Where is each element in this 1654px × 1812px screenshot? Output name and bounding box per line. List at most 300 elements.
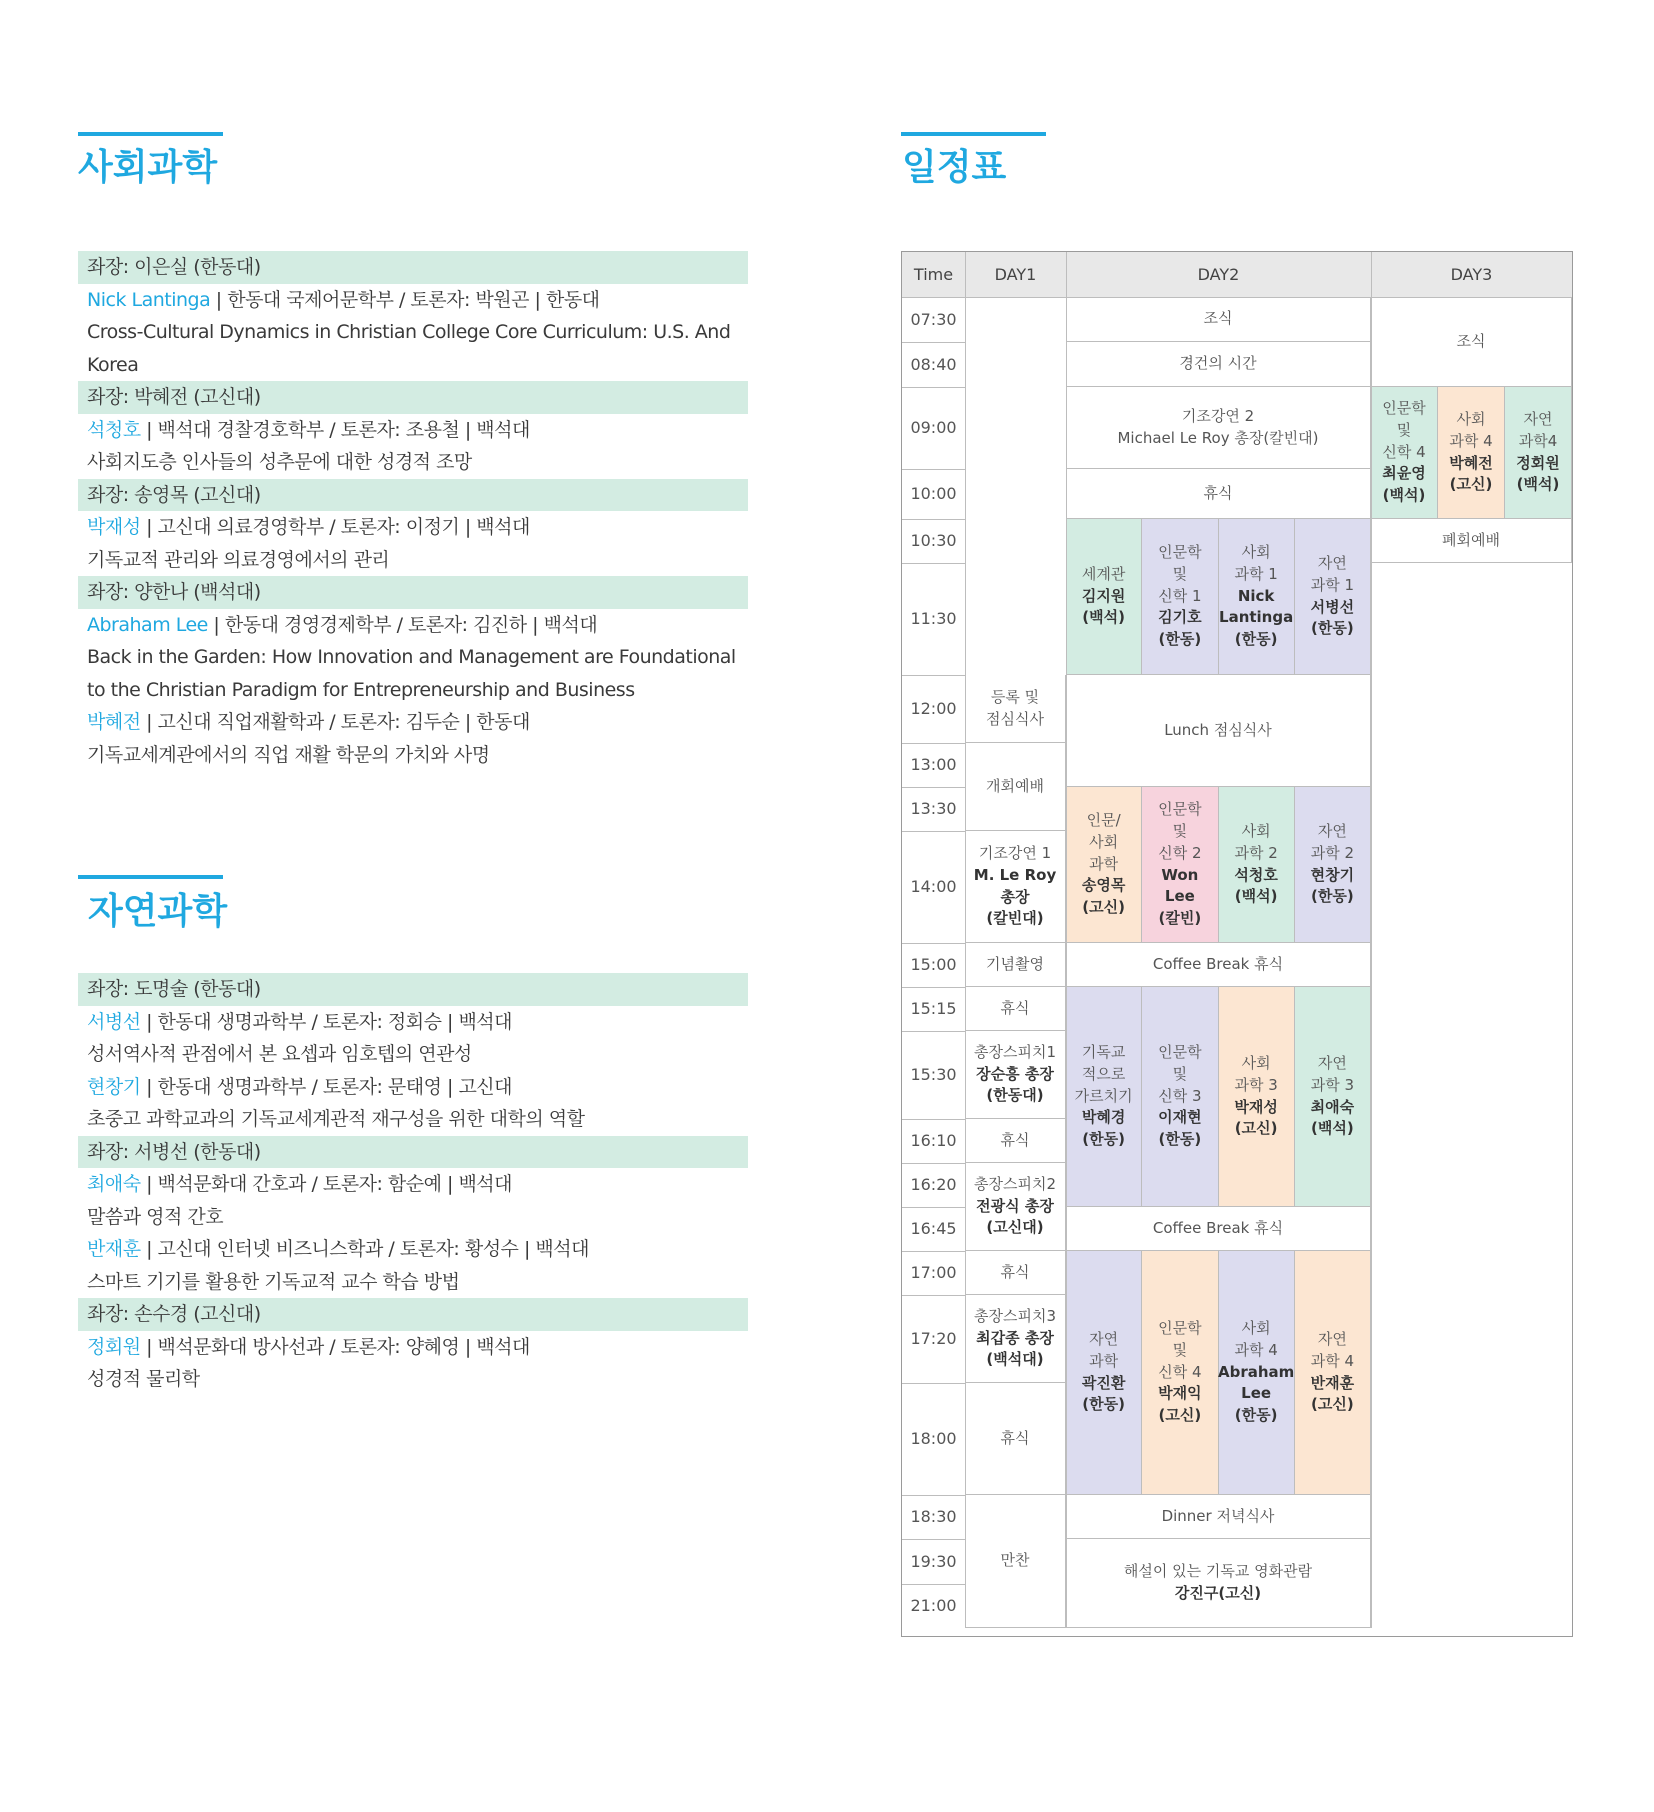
speaker-affiliation: | 한동대 생명과학부 / 토론자: 정회승 | 백석대 [140,1010,513,1033]
schedule-event [1371,519,1572,563]
event-line: Coffee Break 휴식 [1152,1218,1284,1237]
chair-line: 좌장: 손수경 (고신대) [78,1298,748,1331]
natural-session-list [78,973,748,1396]
event-text [1204,483,1233,505]
event-line: 장순흥 총장 [976,1064,1054,1083]
schedule-event [1219,787,1295,943]
event-line: 신학 4 [1382,442,1426,461]
event-line: (한동) [1158,1130,1202,1149]
speaker-line [78,609,748,642]
event-text [1124,1561,1312,1605]
grid-line [902,387,965,388]
event-line: Nick [1237,586,1275,605]
grid-line [902,1539,965,1540]
event-text [1311,1053,1354,1140]
event-line: 사회 [1241,1054,1271,1072]
grid-line [965,252,966,1628]
event-line: Lee [1164,887,1195,906]
event-text [1457,331,1486,353]
time-label: 16:45 [910,1219,957,1239]
schedule-event [1066,297,1371,342]
event-line: 및 [1172,564,1188,583]
time-label: 14:00 [910,877,957,897]
schedule-event [965,1119,1066,1163]
time-label: 11:30 [910,609,957,629]
event-line: (고신) [1234,1119,1278,1138]
time-label: 15:30 [910,1065,957,1085]
speaker-affiliation: | 한동대 경영경제학부 / 토론자: 김진하 | 백석대 [207,613,598,636]
event-text [1158,1318,1201,1427]
event-line: 휴식 [1000,1428,1030,1447]
event-line: 사회 [1241,1319,1271,1338]
grid-line [1066,252,1067,1628]
event-line: Lunch 점심식사 [1164,720,1272,739]
schedule-event [965,1031,1066,1119]
paper-title-line: 성서역사적 관점에서 본 요셉과 임호텝의 연관성 [87,1043,472,1065]
event-line: 폐회예배 [1442,530,1500,549]
event-text [1153,954,1283,976]
event-line: (고신) [1311,1395,1354,1414]
event-text [1082,564,1125,629]
event-line: 박재성 [1234,1097,1278,1116]
event-line: 반재훈 [1310,1373,1355,1392]
time-label: 16:10 [910,1131,957,1151]
event-text [1082,810,1125,919]
event-line: 휴식 [1203,483,1233,502]
event-line: 총장스피치1 [974,1042,1056,1061]
event-line: 정회원 [1516,453,1560,472]
schedule-event [1142,519,1218,675]
event-line: 해설이 있는 기독교 영화관람 [1123,1562,1313,1581]
event-line: 및 [1172,822,1188,840]
event-line: 인문학 [1158,1319,1202,1338]
event-text [1158,799,1201,930]
event-line: 및 [1172,1340,1188,1359]
event-line: (한동) [1158,630,1202,649]
time-label: 09:00 [910,418,957,438]
event-line: Lantinga [1219,608,1294,627]
event-text [974,1042,1056,1107]
time-label: 08:40 [910,354,957,374]
grid-line [902,743,965,744]
grid-line [902,943,965,944]
event-line: 총장 [1000,887,1030,906]
schedule-event [965,943,1066,987]
event-line: 과학 2 [1310,843,1355,862]
time-label: 13:30 [910,799,957,819]
event-line: (한동대) [986,1086,1044,1105]
time-label: 21:00 [910,1596,957,1616]
speaker-affiliation: | 백석문화대 방사선과 / 토론자: 양혜영 | 백석대 [140,1335,530,1358]
event-line: 과학 1 [1234,564,1278,583]
event-line: 송영목 [1081,876,1126,895]
event-line: (고신) [1158,1406,1202,1425]
schedule-event [1371,387,1438,519]
event-line: 자연 [1317,1054,1347,1072]
grid-line [902,1031,965,1032]
time-label: 12:00 [910,699,957,719]
event-line: 과학4 [1518,431,1558,450]
event-text [1158,1042,1201,1151]
event-line: 개회예배 [986,776,1044,795]
schedule-event [1438,387,1505,519]
event-line: Dinner 저녁식사 [1161,1506,1275,1525]
chair-line: 좌장: 서병선 (한동대) [78,1136,748,1169]
event-line: (한동) [1082,1395,1125,1414]
event-text [1001,1428,1030,1450]
event-text [1158,542,1201,651]
event-line: 과학 [1089,1351,1119,1370]
paper-title-line: Back in the Garden: How Innovation and Management are Foundational [87,646,736,668]
event-line: (백석) [1311,1119,1354,1138]
time-label: 18:30 [910,1507,957,1527]
event-line: 기독교 [1081,1043,1126,1062]
chair-line: 좌장: 이은실 (한동대) [78,251,748,284]
grid-line [902,1383,965,1384]
event-text [1001,1262,1030,1284]
grid-line [902,342,965,343]
event-line: 김기호 [1158,608,1202,627]
paper-title-line: 기독교적 관리와 의료경영에서의 관리 [87,548,390,571]
event-line: 현창기 [1310,865,1355,884]
event-line: Abraham [1217,1362,1295,1381]
speaker-line [78,1233,748,1266]
time-label: 10:30 [910,531,957,551]
schedule-event [965,1295,1066,1383]
event-text [974,1174,1056,1239]
social-session-list [78,251,748,771]
speaker-line [78,414,748,447]
event-text [1179,353,1256,375]
speaker-name: 석청호 [87,418,141,441]
event-line: 만찬 [1000,1551,1030,1570]
schedule-event [1142,987,1218,1207]
speaker-name: Nick Lantinga [87,288,211,311]
paper-title-line: 성경적 물리학 [87,1368,200,1390]
time-label: 16:20 [910,1175,957,1195]
event-line: 최갑종 총장 [976,1328,1054,1347]
event-line: 박혜경 [1081,1108,1126,1127]
event-line: 이재현 [1158,1108,1202,1127]
social-section-title: 사회과학 [78,147,218,188]
event-line: (한동) [1234,1406,1278,1425]
paper-title-line: 스마트 기기를 활용한 기독교적 교수 학습 방법 [87,1270,460,1293]
event-line: 최윤영 [1382,464,1426,483]
speaker-affiliation: | 고신대 직업재활학과 / 토론자: 김두순 | 한동대 [140,711,530,733]
event-text [1117,406,1318,450]
event-line: 석청호 [1234,865,1278,884]
event-line: 자연 [1317,1330,1347,1348]
speaker-line [78,1331,748,1364]
event-line: 기조강연 1 [978,844,1052,862]
event-text [986,776,1044,798]
event-line: 과학 4 [1449,431,1493,450]
event-text [1162,1506,1275,1528]
event-line: (한동) [1311,887,1354,906]
event-line: 조식 [1203,309,1233,328]
event-line: (칼빈대) [986,909,1044,928]
schedule-event [1219,987,1295,1207]
speaker-name: Abraham Lee [87,613,208,636]
event-line: 곽진환 [1081,1373,1126,1392]
event-line: 세계관 [1081,564,1126,583]
schedule-event [1066,1539,1371,1628]
event-line: 박재익 [1158,1384,1202,1403]
paper-title-line: 사회지도층 인사들의 성추문에 대한 성경적 조망 [87,451,472,473]
event-line: 휴식 [1000,1130,1030,1149]
schedule-event [965,987,1066,1031]
event-line: 적으로 [1081,1064,1126,1083]
speaker-affiliation: | 고신대 의료경영학부 / 토론자: 이정기 | 백석대 [140,516,530,538]
event-text [1311,1329,1354,1416]
event-line: (한동) [1082,1130,1125,1149]
event-line: 과학 3 [1234,1075,1278,1094]
event-line: Lee [1241,1384,1272,1403]
speaker-name: 반재훈 [87,1238,141,1260]
event-line: 인문학 [1158,1043,1202,1062]
speaker-affiliation: | 고신대 인터넷 비즈니스학과 / 토론자: 황성수 | 백석대 [140,1238,589,1260]
schedule-event [965,831,1066,943]
natural-title-rule [78,875,223,879]
natural-section-title: 자연과학 [88,891,228,932]
schedule-event [965,1495,1066,1628]
event-text [1311,821,1354,908]
speaker-affiliation: | 한동대 생명과학부 / 토론자: 문태영 | 고신대 [140,1075,513,1098]
event-text [986,687,1044,731]
speaker-name: 정회원 [87,1335,141,1358]
event-text [1075,1042,1133,1151]
time-label: 17:20 [910,1329,957,1349]
event-text [1082,1329,1125,1416]
event-line: 기조강연 2 [1181,406,1255,425]
event-line: 인문학 [1382,399,1426,418]
schedule-event [1066,1495,1371,1539]
grid-line [902,1495,965,1496]
grid-line [1371,252,1372,1628]
event-line: (백석) [1382,486,1426,505]
event-text [1449,409,1492,496]
grid-line [902,787,965,788]
schedule-title-rule [901,132,1046,136]
event-line: 총장스피치3 [974,1306,1056,1325]
schedule-event [1219,519,1295,675]
speaker-name: 박혜전 [87,711,141,733]
grid-line [902,1295,965,1296]
event-line: 자연 [1317,554,1347,572]
event-text [1001,1550,1030,1572]
grid-line [902,519,965,520]
schedule-event [1295,1251,1371,1495]
time-label: 19:30 [910,1551,957,1571]
event-line: (고신대) [986,1218,1044,1237]
speaker-affiliation: | 한동대 국제어문학부 / 토론자: 박원곤 | 한동대 [210,288,600,311]
event-line: 과학 3 [1310,1075,1355,1094]
event-text [1164,720,1272,742]
grid-line [902,563,965,564]
event-line: 휴식 [1000,1262,1030,1281]
event-line: (백석대) [986,1350,1044,1369]
event-line: Won [1161,865,1199,884]
event-text [1001,1130,1030,1152]
speaker-line [78,1071,748,1104]
event-line: 과학 2 [1234,843,1278,862]
event-text [1153,1218,1283,1240]
event-line: (고신) [1449,475,1493,494]
schedule-event [1066,387,1371,469]
schedule-event [1371,297,1572,387]
paper-title-line: 기독교세계관에서의 직업 재활 학문의 가치와 사명 [87,743,490,766]
event-line: Michael Le Roy 총장(칼빈대) [1117,428,1319,447]
event-line: (칼빈) [1158,909,1202,927]
event-line: 사회 [1241,543,1271,562]
event-line: 과학 4 [1234,1340,1278,1359]
schedule-event [1066,519,1142,675]
event-text [1218,1318,1294,1427]
event-line: 자연 [1089,1330,1119,1348]
event-line: 휴식 [1000,998,1030,1017]
chair-line: 좌장: 송영목 (고신대) [78,479,748,512]
grid-line [902,1163,965,1164]
time-label: 10:00 [910,484,957,504]
event-text [974,1306,1056,1371]
time-label: 15:15 [910,999,957,1019]
speaker-line [78,1006,748,1039]
event-line: 박혜전 [1449,453,1493,472]
event-text [986,954,1044,976]
event-line: M. Le Roy [973,865,1057,884]
event-line: 신학 4 [1158,1362,1202,1381]
event-line: 전광식 총장 [976,1196,1054,1215]
schedule-event [1066,987,1142,1207]
event-line: 과학 1 [1310,575,1355,594]
grid-line [902,1584,965,1585]
schedule-table [901,251,1573,1637]
schedule-event [1066,469,1371,519]
schedule-event [965,1163,1066,1251]
paper-title-line: to the Christian Paradigm for Entrepreneurship and Business [87,678,635,701]
time-label: 17:00 [910,1263,957,1283]
schedule-section-title: 일정표 [902,147,1007,188]
event-line: 신학 3 [1158,1086,1202,1105]
schedule-event [1295,987,1371,1207]
chair-line: 좌장: 도명술 (한동대) [78,973,748,1006]
event-line: (한동) [1234,630,1278,649]
schedule-event [1066,342,1371,387]
event-line: 및 [1172,1064,1188,1083]
time-label: 07:30 [910,309,957,329]
event-line: (백석) [1516,475,1560,494]
event-line: 신학 1 [1158,586,1202,605]
header-day3: DAY3 [1371,252,1572,297]
event-line: Coffee Break 휴식 [1152,954,1284,973]
schedule-event [965,1251,1066,1295]
event-text [974,843,1056,930]
chair-line: 좌장: 양한나 (백석대) [78,576,748,609]
event-line: 자연 [1317,822,1347,840]
grid-line [902,297,1572,298]
paper-title-line: 초중고 과학교과의 기독교세계관적 재구성을 위한 대학의 역할 [87,1108,585,1130]
event-line: 과학 [1089,854,1119,873]
time-label: 13:00 [910,755,957,775]
time-label: 18:00 [910,1429,957,1449]
event-text [1204,308,1233,330]
event-line: 서병선 [1310,597,1355,616]
speaker-affiliation: | 백석대 경찰경호학부 / 토론자: 조용철 | 백석대 [140,418,530,441]
event-line: 및 [1396,420,1412,439]
paper-title-line: Korea [87,353,139,376]
speaker-name: 서병선 [87,1010,141,1033]
event-text [1382,398,1425,507]
social-title-rule [78,132,223,136]
event-line: 점심식사 [986,709,1044,728]
event-line: (고신) [1082,898,1125,917]
schedule-event [1066,787,1142,943]
speaker-name: 현창기 [87,1075,141,1098]
schedule-event [965,743,1066,831]
schedule-event [1295,519,1371,675]
event-line: 과학 4 [1310,1351,1355,1370]
schedule-event [965,675,1066,743]
event-line: 최애숙 [1310,1097,1355,1116]
schedule-event [1066,675,1371,787]
event-line: 김지원 [1081,586,1126,605]
event-line: (한동) [1311,619,1354,638]
header-day2: DAY2 [1066,252,1371,297]
schedule-event [1066,943,1371,987]
grid-line [902,987,965,988]
speaker-line [78,511,748,544]
grid-line [902,1119,965,1120]
event-line: 신학 2 [1158,843,1202,862]
event-line: 총장스피치2 [974,1174,1056,1193]
event-text [1234,821,1277,908]
event-line: (백석) [1234,887,1278,906]
speaker-line [78,284,748,317]
event-line: 자연 [1523,410,1553,428]
chair-line: 좌장: 박혜전 (고신대) [78,381,748,414]
schedule-event [1295,787,1371,943]
schedule-event [1066,1251,1142,1495]
event-line: 사회 [1241,822,1271,840]
speaker-line [78,1168,748,1201]
event-text [1001,998,1030,1020]
grid-line [902,1251,965,1252]
event-text [1234,1053,1277,1140]
speaker-name: 박재성 [87,516,141,538]
header-time: Time [902,252,965,297]
grid-line [902,675,965,676]
event-line: 사회 [1089,832,1119,851]
schedule-event [965,1383,1066,1495]
schedule-event [1505,387,1572,519]
time-label: 15:00 [910,955,957,975]
header-day1: DAY1 [965,252,1066,297]
schedule-event [1142,787,1218,943]
event-line: 경건의 시간 [1179,354,1257,373]
speaker-line [78,706,748,739]
schedule-event [1219,1251,1295,1495]
schedule-event [1142,1251,1218,1495]
event-line: 강진구(고신) [1174,1584,1262,1602]
event-line: 사회 [1456,410,1486,428]
paper-title-line: Cross-Cultural Dynamics in Christian College Core Curriculum: U.S. And [87,321,731,343]
grid-line [902,831,965,832]
event-line: 인문학 [1158,800,1202,819]
event-text [1442,530,1500,552]
grid-line [902,1207,965,1208]
speaker-name: 최애숙 [87,1173,141,1195]
event-line: 가르치기 [1074,1086,1133,1105]
